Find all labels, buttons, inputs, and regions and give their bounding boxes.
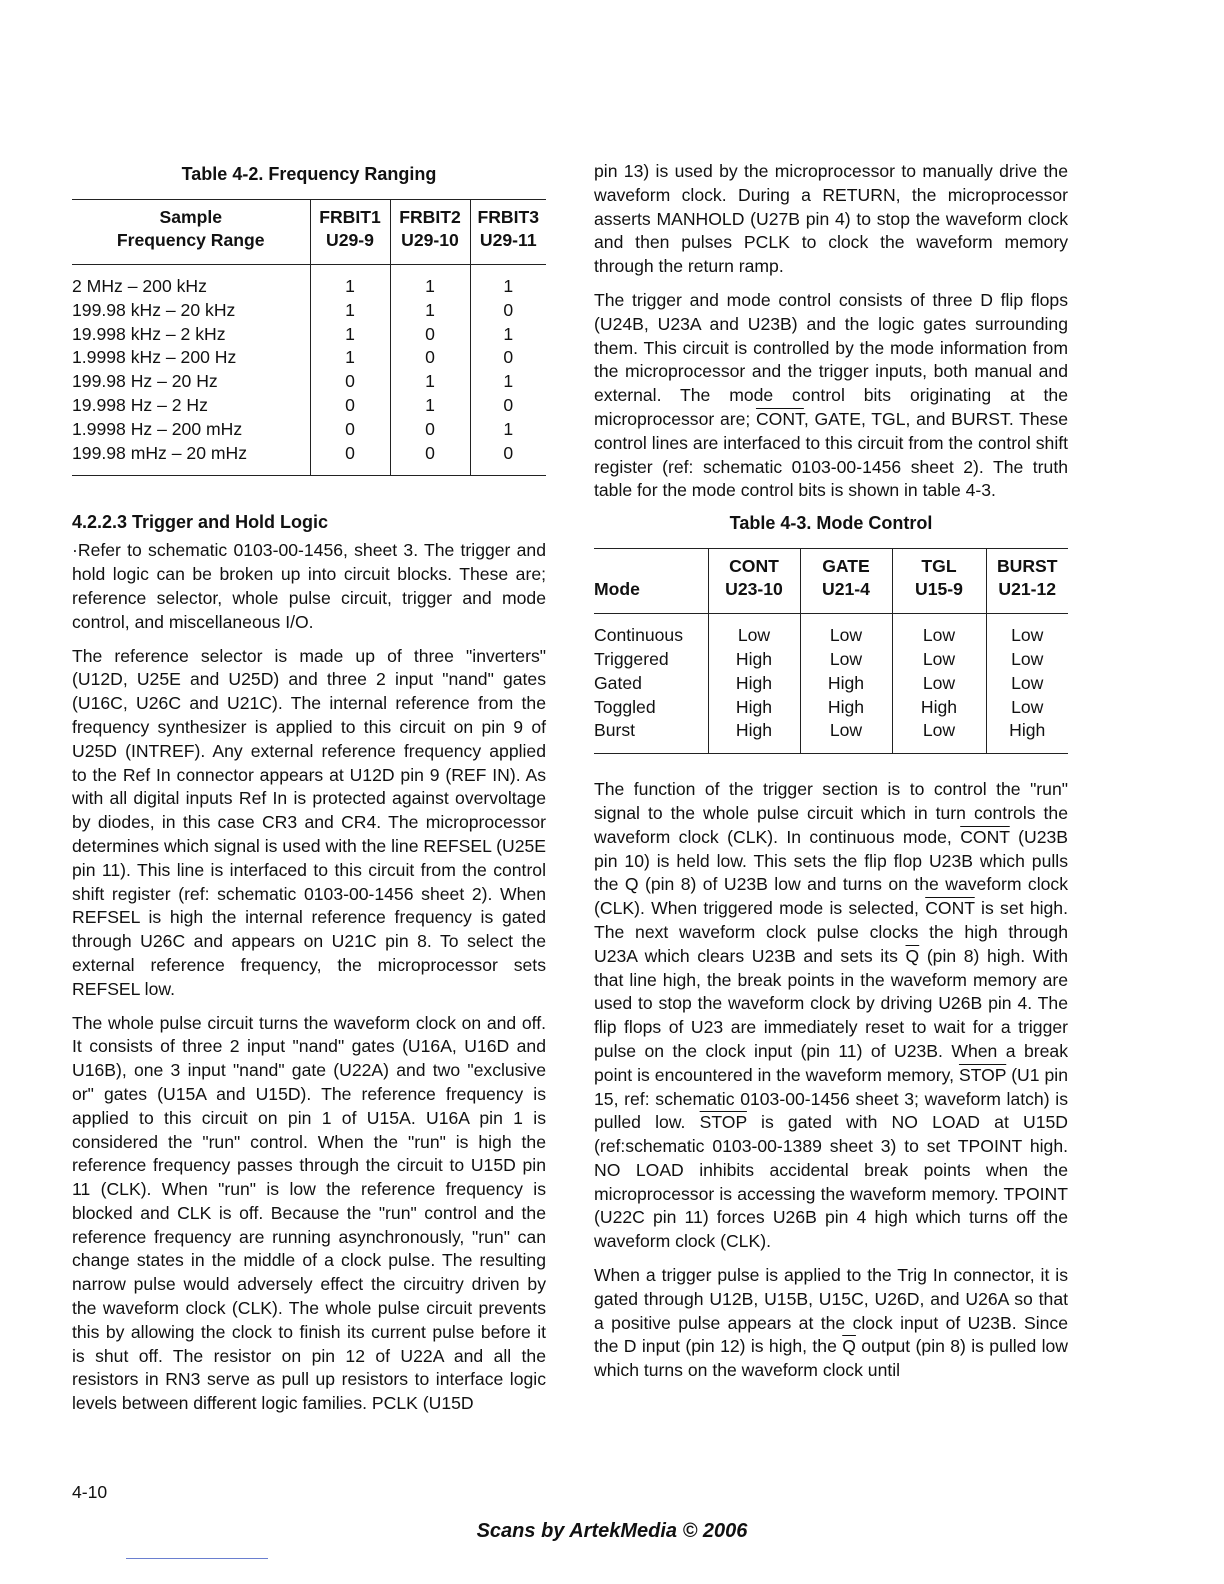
cont-signal-overbar: CONT bbox=[755, 408, 804, 429]
table-row: 2 MHz – 200 kHz 1 1 1 bbox=[72, 265, 546, 299]
header-frbit3: FRBIT3 U29-11 bbox=[470, 200, 546, 265]
paragraph-whole-pulse: The whole pulse circuit turns the waveform clock on and off. It consists of three 2 input "nand" gates (U16A, U16D and U16B), one 3 input "nand" gate (U22A) and two "exclusive or" gates (U15A and U15D). The reference frequency is applied to this circuit on pin 1 of U15A. U16A pin 1 is considered the "run" control. When the "run" is high the reference frequency passes through the circuit to U15D pin 11 (CLK). When "run" is low the reference frequency is blocked and CLK is off. Because the "run" control and the reference frequency are running asynchronously, "run" can change states in the middle of a clock pulse. The resulting narrow pulse would adversely effect the circuitry driven by the waveform clock (CLK). The whole pulse circuit prevents this by allowing the clock to finish its current pulse before it is shut off. The resistor on pin 12 of U22A and all the resistors in RN3 serve as pull up resistors to interface logic levels between different logic families. PCLK (U15D bbox=[72, 1012, 546, 1414]
table-row: 199.98 kHz – 20 kHz 1 1 0 bbox=[72, 299, 546, 323]
table-row: 199.98 mHz – 20 mHz 0 0 0 bbox=[72, 442, 546, 476]
table-row: 1.9998 kHz – 200 Hz 1 0 0 bbox=[72, 346, 546, 370]
mode-control-table bbox=[594, 548, 1068, 754]
stop-signal-overbar: STOP bbox=[699, 1112, 747, 1133]
table-row: Toggled High High High Low bbox=[594, 696, 1068, 720]
table-row: Triggered High Low Low Low bbox=[594, 648, 1068, 672]
header-tgl: TGL U15-9 bbox=[892, 549, 986, 614]
header-gate: GATE U21-4 bbox=[800, 549, 892, 614]
header-frbit2: FRBIT2 U29-10 bbox=[390, 200, 470, 265]
page-number: 4-10 bbox=[72, 1482, 108, 1502]
paragraph-pclk: pin 13) is used by the microprocessor to manually drive the waveform clock. During a RETURN, the microprocessor asserts MANHOLD (U27B pin 4) to stop the waveform clock and then pulses PCLK to clock the waveform memory through the return ramp. bbox=[594, 161, 1068, 277]
header-frbit1: FRBIT1 U29-9 bbox=[310, 200, 390, 265]
stop-signal-overbar: STOP bbox=[958, 1064, 1007, 1085]
table-4-2-caption: Table 4-2. Frequency Ranging bbox=[181, 164, 437, 184]
section-heading: 4.2.2.3 Trigger and Hold Logic bbox=[72, 512, 329, 533]
right-column bbox=[594, 160, 1068, 1393]
table-header-row bbox=[594, 549, 1068, 614]
left-column bbox=[72, 160, 546, 1426]
paragraph-trigger-pulse: When a trigger pulse is applied to the Trig In connector, it is gated through U12B, U15B, U15C, U26D, and U26A so that a positive pulse appears at the clock input of U23B. Since the D input (pin 12) is high, the $\overline{Q}$ output (pin 8) is pulled low which turns on the waveform clock until bbox=[594, 1265, 1069, 1381]
table-row: 1.9998 Hz – 200 mHz 0 0 1 bbox=[72, 418, 546, 442]
table-4-3-caption: Table 4-3. Mode Control bbox=[729, 513, 933, 534]
table-row: Continuous Low Low Low Low bbox=[594, 614, 1068, 648]
table-header-row bbox=[72, 200, 546, 265]
table-row: 19.998 kHz – 2 kHz 1 0 1 bbox=[72, 323, 546, 347]
table-row: Gated High High Low Low bbox=[594, 672, 1068, 696]
header-sample: Sample Frequency Range bbox=[116, 207, 265, 250]
paragraph-intro: ·Refer to schematic 0103-00-1456, sheet 3. The trigger and hold logic can be broken up into circuit blocks. These are; reference selector, whole pulse circuit, trigger and mode control, and miscellaneous I/O. bbox=[72, 540, 546, 632]
paragraph-mode-control: The trigger and mode control consists of three D flip flops (U24B, U23A and U23B) and the logic gates surrounding them. This circuit is controlled by the mode information from the microprocessor and the trigger inputs, both manual and external. The mode control bits originating at the microprocessor are; CONT, GATE, TGL, and BURST. These control lines are interfaced to this circuit from the control shift register (ref: schematic 0103-00-1456 sheet 2). The truth table for the mode control bits is shown in table 4-3. bbox=[594, 289, 1068, 501]
table-row: 19.998 Hz – 2 Hz 0 1 0 bbox=[72, 394, 546, 418]
qbar-signal-overbar: $\overline{Q}$ bbox=[842, 1336, 856, 1357]
scan-credit-footer: Scans by ArtekMedia © 2006 bbox=[476, 1520, 748, 1542]
header-burst: BURST U21-12 bbox=[986, 549, 1068, 614]
header-mode: Mode bbox=[594, 579, 640, 600]
header-cont: CONT U23-10 bbox=[708, 549, 800, 614]
table-row: 199.98 Hz – 20 Hz 0 1 1 bbox=[72, 370, 546, 394]
paragraph-trigger-function: The function of the trigger section is to control the "run" signal to the whole pulse circuit which in turn controls the waveform clock (CLK). In continuous mode, CONT (U23B pin 10) is held low. This sets the flip flop U23B which pulls the Q (pin 8) of U23B low and turns on the waveform clock (CLK). When triggered mode is selected, CONT is set high. The next waveform clock pulse clocks the high through U23A which clears U23B and sets its $\overline{Q}$ (pin 8) high. With that line high, the break points in the waveform memory are used to stop the waveform clock by driving U26B pin 4. The flip flops of U23 are immediately reset to wait for a trigger pulse on the clock input (pin 11) of U23B. When a break point is encountered in the waveform memory, STOP (U1 pin 15, ref: schematic 0103-00-1456 sheet 3; waveform latch) is pulled low. STOP is gated with NO LOAD at U15D (ref:schematic 0103-00-1389 sheet 3) to set TPOINT high. NO LOAD inhibits accidental break points when the microprocessor is accessing the waveform memory. TPOINT (U22C pin 11) forces U26B pin 4 high which turns off the waveform clock (CLK). bbox=[594, 779, 1068, 1252]
cont-signal-overbar: CONT bbox=[925, 898, 975, 919]
qbar-signal-overbar: $\overline{Q}$ bbox=[905, 945, 920, 966]
cont-signal-overbar: CONT bbox=[960, 826, 1010, 847]
paragraph-reference-selector: The reference selector is made up of three "inverters" (U12D, U25E and U25D) and three 2 input "nand" gates (U16C, U26C and U21C). The internal reference from the frequency synthesizer is applied to this circuit on pin 9 of U25D (INTREF). Any external reference frequency applied to the Ref In connector appears at U12D pin 9 (REF IN). As with all digital inputs Ref In is protected against overvoltage by diodes, in this case CR3 and CR4. The microprocessor determines which signal is used with the line REFSEL (U25E pin 11). This line is interfaced to this circuit from the control shift register (ref: schematic 0103-00-1456 sheet 2). When REFSEL is high the internal reference frequency is gated through U26C and appears on U21C pin 8. To select the external reference frequency, the microprocessor sets REFSEL low. bbox=[72, 645, 546, 999]
frequency-ranging-table bbox=[72, 199, 546, 476]
table-row: Burst High Low Low High bbox=[594, 719, 1068, 753]
footer-divider bbox=[126, 1558, 268, 1559]
